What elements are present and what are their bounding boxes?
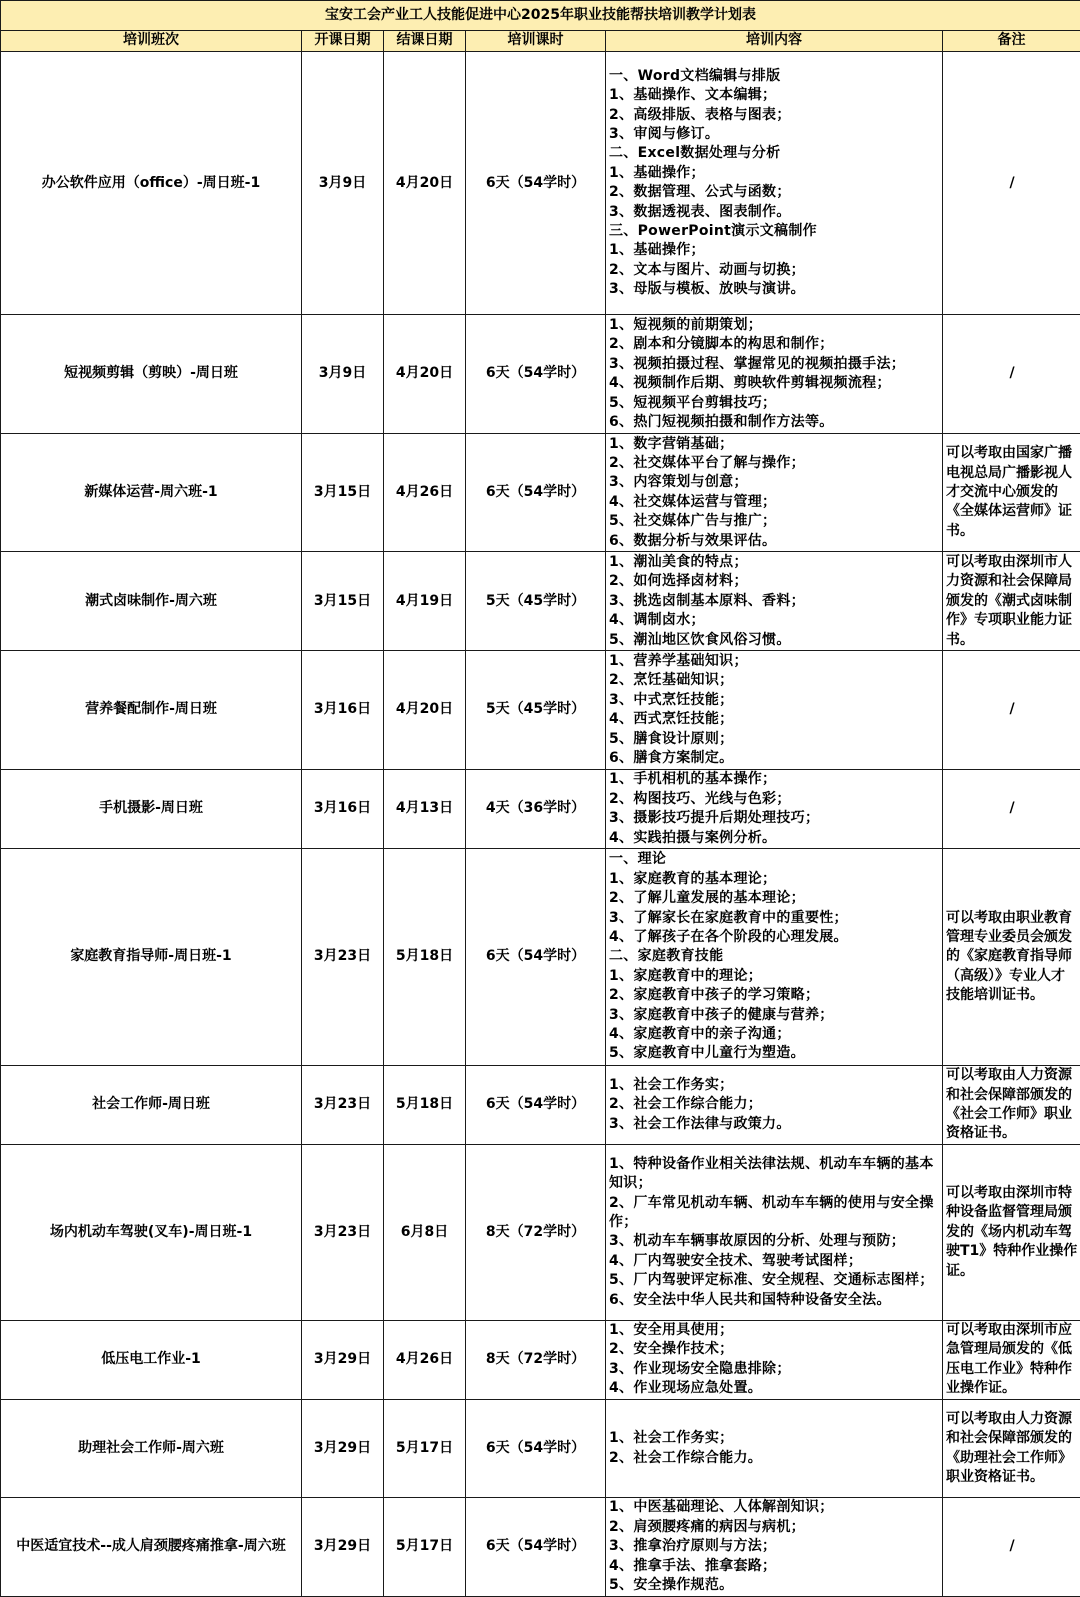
content-cell (606, 1400, 943, 1498)
start-date-cell: 3月29日 (302, 1400, 384, 1498)
hours-cell: 6天（54学时） (466, 1400, 606, 1498)
content-line: 5、安全操作规范。 (609, 1577, 734, 1594)
content-line: 3、中式烹饪技能； (609, 691, 734, 708)
start-date-cell: 3月29日 (302, 1497, 384, 1596)
hours-cell: 6天（54学时） (466, 1065, 606, 1144)
content-line: 3、摄影技巧提升后期处理技巧； (609, 810, 820, 827)
start-date-cell: 3月23日 (302, 1065, 384, 1144)
start-date-cell: 3月29日 (302, 1320, 384, 1399)
content-line: 3、母版与模板、放映与演讲。 (609, 281, 805, 298)
end-date-cell: 4月20日 (384, 52, 466, 315)
content-line: 2、安全操作技术； (609, 1341, 734, 1358)
table-row (1, 1400, 1080, 1498)
content-line: 2、数据管理、公式与函数； (609, 184, 791, 201)
class-name-cell: 办公软件应用（office）-周日班-1 (1, 52, 302, 315)
content-line: 1、基础操作、文本编辑； (609, 87, 777, 104)
content-cell (606, 315, 943, 434)
content-cell (606, 849, 943, 1065)
end-date-cell: 4月26日 (384, 1320, 466, 1399)
content-line: 4、视频制作后期、剪映软件剪辑视频流程； (609, 375, 891, 392)
content-line: 4、推拿手法、推拿套路； (609, 1557, 777, 1574)
class-name-cell: 家庭教育指导师-周日班-1 (1, 849, 302, 1065)
hours-cell: 5天（45学时） (466, 552, 606, 651)
content-line: 二、家庭教育技能 (609, 948, 724, 965)
content-line: 2、高级排版、表格与图表； (609, 106, 791, 123)
content-line: 1、营养学基础知识； (609, 652, 748, 669)
content-line: 5、膳食设计原则； (609, 730, 734, 747)
content-line: 1、中医基础理论、人体解剖知识； (609, 1499, 834, 1516)
content-line: 4、实践拍摄与案例分析。 (609, 829, 777, 846)
end-date-cell: 4月26日 (384, 433, 466, 552)
content-line: 2、社交媒体平台了解与操作； (609, 454, 805, 471)
content-line: 2、社会工作综合能力。 (609, 1449, 763, 1466)
start-date-cell: 3月9日 (302, 52, 384, 315)
table-body (1, 52, 1080, 1597)
content-line: 2、烹饪基础知识； (609, 672, 734, 689)
class-name-cell: 社会工作师-周日班 (1, 1065, 302, 1144)
note-cell: / (943, 651, 1080, 770)
start-date-cell: 3月16日 (302, 651, 384, 770)
content-cell (606, 1497, 943, 1596)
content-line: 3、社会工作法律与政策力。 (609, 1115, 791, 1132)
content-line: 2、家庭教育中孩子的学习策略； (609, 987, 820, 1004)
start-date-cell: 3月9日 (302, 315, 384, 434)
content-line: 2、厂车常见机动车辆、机动车车辆的使用与安全操作； (609, 1194, 934, 1230)
content-line: 3、了解家长在家庭教育中的重要性； (609, 909, 848, 926)
header-row (1, 31, 1080, 52)
class-name-cell: 新媒体运营-周六班-1 (1, 433, 302, 552)
content-line: 3、内容策划与创意； (609, 474, 748, 491)
end-date-cell: 5月18日 (384, 849, 466, 1065)
content-line: 2、肩颈腰疼痛的病因与病机； (609, 1518, 805, 1535)
hours-cell: 8天（72学时） (466, 1320, 606, 1399)
content-line: 4、了解孩子在各个阶段的心理发展。 (609, 928, 848, 945)
content-line: 1、社会工作务实； (609, 1076, 734, 1093)
end-date-cell: 6月8日 (384, 1145, 466, 1321)
content-cell (606, 552, 943, 651)
table-row (1, 1145, 1080, 1321)
content-line: 一、理论 (609, 851, 667, 868)
note-cell: 可以考取由深圳市特种设备监督管理局颁发的《场内机动车驾驶T1》特种作业操作证。 (943, 1145, 1080, 1321)
header-class-name: 培训班次 (1, 31, 302, 52)
content-line: 3、审阅与修订。 (609, 125, 720, 142)
start-date-cell: 3月15日 (302, 433, 384, 552)
content-line: 2、剧本和分镜脚本的构思和制作； (609, 336, 834, 353)
content-line: 6、热门短视频拍摄和制作方法等。 (609, 414, 834, 430)
content-line: 4、作业现场应急处置。 (609, 1380, 763, 1397)
content-line: 1、特种设备作业相关法律法规、机动车车辆的基本知识； (609, 1155, 934, 1192)
class-name-cell: 潮式卤味制作-周六班 (1, 552, 302, 651)
content-line: 5、社交媒体广告与推广； (609, 513, 777, 530)
end-date-cell: 4月19日 (384, 552, 466, 651)
content-line: 2、构图技巧、光线与色彩； (609, 790, 791, 807)
content-line: 1、家庭教育的基本理论； (609, 870, 777, 887)
content-line: 1、家庭教育中的理论； (609, 967, 763, 984)
hours-cell: 8天（72学时） (466, 1145, 606, 1321)
table-row (1, 52, 1080, 315)
content-cell (606, 651, 943, 770)
content-line: 2、社会工作综合能力； (609, 1096, 763, 1113)
content-line: 1、手机相机的基本操作； (609, 771, 777, 788)
content-line: 2、如何选择卤材料； (609, 573, 748, 590)
header-end-date: 结课日期 (384, 31, 466, 52)
content-line: 1、数字营销基础； (609, 435, 734, 452)
note-cell: / (943, 315, 1080, 434)
content-cell (606, 433, 943, 552)
header-content: 培训内容 (606, 31, 943, 52)
class-name-cell: 中医适宜技术--成人肩颈腰疼痛推拿-周六班 (1, 1497, 302, 1596)
hours-cell: 5天（45学时） (466, 651, 606, 770)
content-line: 三、PowerPoint演示文稿制作 (609, 223, 817, 240)
content-line: 4、西式烹饪技能； (609, 711, 734, 728)
content-line: 1、短视频的前期策划； (609, 316, 763, 333)
class-name-cell: 短视频剪辑（剪映）-周日班 (1, 315, 302, 434)
note-cell: 可以考取由人力资源和社会保障部颁发的《社会工作师》职业资格证书。 (943, 1065, 1080, 1144)
table-row (1, 1320, 1080, 1399)
class-name-cell: 场内机动车驾驶(叉车)-周日班-1 (1, 1145, 302, 1321)
class-name-cell: 低压电工作业-1 (1, 1320, 302, 1399)
content-line: 4、家庭教育中的亲子沟通； (609, 1025, 791, 1042)
content-line: 1、社会工作务实； (609, 1430, 734, 1447)
content-line: 3、数据透视表、图表制作。 (609, 203, 791, 220)
content-line: 3、推拿治疗原则与方法； (609, 1538, 777, 1555)
note-cell: 可以考取由人力资源和社会保障部颁发的《助理社会工作师》职业资格证书。 (943, 1400, 1080, 1498)
content-line: 4、厂内驾驶安全技术、驾驶考试图样； (609, 1252, 863, 1269)
table-row (1, 433, 1080, 552)
note-cell: 可以考取由深圳市人力资源和社会保障局颁发的《潮式卤味制作》专项职业能力证书。 (943, 552, 1080, 651)
end-date-cell: 5月17日 (384, 1497, 466, 1596)
content-line: 3、家庭教育中孩子的健康与营养； (609, 1006, 834, 1023)
class-name-cell: 助理社会工作师-周六班 (1, 1400, 302, 1498)
hours-cell: 6天（54学时） (466, 315, 606, 434)
content-cell (606, 1320, 943, 1399)
end-date-cell: 4月13日 (384, 769, 466, 848)
table-row (1, 849, 1080, 1065)
hours-cell: 4天（36学时） (466, 769, 606, 848)
content-line: 2、文本与图片、动画与切换； (609, 261, 805, 278)
content-line: 5、厂内驾驶评定标准、安全规程、交通标志图样； (609, 1272, 934, 1289)
content-line: 3、作业现场安全隐患排除； (609, 1360, 791, 1377)
content-line: 6、安全法中华人民共和国特种设备安全法。 (609, 1291, 891, 1308)
content-cell (606, 1145, 943, 1321)
content-line: 5、家庭教育中儿童行为塑造。 (609, 1045, 805, 1062)
class-name-cell: 营养餐配制作-周日班 (1, 651, 302, 770)
hours-cell: 6天（54学时） (466, 52, 606, 315)
table-row (1, 1065, 1080, 1144)
table-row (1, 651, 1080, 770)
table-row (1, 769, 1080, 848)
table-row (1, 315, 1080, 434)
header-note: 备注 (943, 31, 1080, 52)
content-cell (606, 769, 943, 848)
content-line: 3、视频拍摄过程、掌握常见的视频拍摄手法； (609, 355, 906, 372)
table-title: 宝安工会产业工人技能促进中心2025年职业技能帮扶培训教学计划表 (1, 1, 1080, 31)
content-line: 6、数据分析与效果评估。 (609, 532, 777, 549)
content-line: 1、基础操作； (609, 242, 705, 259)
note-cell: 可以考取由深圳市应急管理局颁发的《低压电工作业》特种作业操作证。 (943, 1320, 1080, 1399)
content-line: 2、了解儿童发展的基本理论； (609, 890, 805, 907)
content-line: 5、短视频平台剪辑技巧； (609, 394, 777, 411)
start-date-cell: 3月23日 (302, 849, 384, 1065)
hours-cell: 6天（54学时） (466, 1497, 606, 1596)
header-hours: 培训课时 (466, 31, 606, 52)
content-line: 3、挑选卤制基本原料、香料； (609, 592, 805, 609)
content-line: 4、社交媒体运营与管理； (609, 493, 777, 510)
hours-cell: 6天（54学时） (466, 849, 606, 1065)
content-line: 1、潮汕美食的特点； (609, 553, 748, 570)
end-date-cell: 4月20日 (384, 651, 466, 770)
content-line: 1、基础操作； (609, 164, 705, 181)
note-cell: 可以考取由职业教育管理专业委员会颁发的《家庭教育指导师（高级）》专业人才技能培训证书。 (943, 849, 1080, 1065)
end-date-cell: 5月17日 (384, 1400, 466, 1498)
end-date-cell: 4月20日 (384, 315, 466, 434)
end-date-cell: 5月18日 (384, 1065, 466, 1144)
class-name-cell: 手机摄影-周日班 (1, 769, 302, 848)
content-line: 二、Excel数据处理与分析 (609, 145, 781, 162)
start-date-cell: 3月16日 (302, 769, 384, 848)
table-row (1, 552, 1080, 651)
content-line: 5、潮汕地区饮食风俗习惯。 (609, 631, 791, 648)
hours-cell: 6天（54学时） (466, 433, 606, 552)
note-cell: / (943, 1497, 1080, 1596)
table-row (1, 1497, 1080, 1596)
note-cell: 可以考取由国家广播电视总局广播影视人才交流中心颁发的《全媒体运营师》证书。 (943, 433, 1080, 552)
header-start-date: 开课日期 (302, 31, 384, 52)
content-line: 1、安全用具使用； (609, 1322, 734, 1339)
content-line: 一、Word文档编辑与排版 (609, 67, 781, 84)
start-date-cell: 3月23日 (302, 1145, 384, 1321)
content-line: 3、机动车车辆事故原因的分析、处理与预防； (609, 1233, 906, 1250)
content-cell (606, 52, 943, 315)
content-line: 6、膳食方案制定。 (609, 750, 734, 766)
note-cell: / (943, 769, 1080, 848)
content-cell (606, 1065, 943, 1144)
content-line: 4、调制卤水； (609, 612, 705, 629)
start-date-cell: 3月15日 (302, 552, 384, 651)
note-cell: / (943, 52, 1080, 315)
